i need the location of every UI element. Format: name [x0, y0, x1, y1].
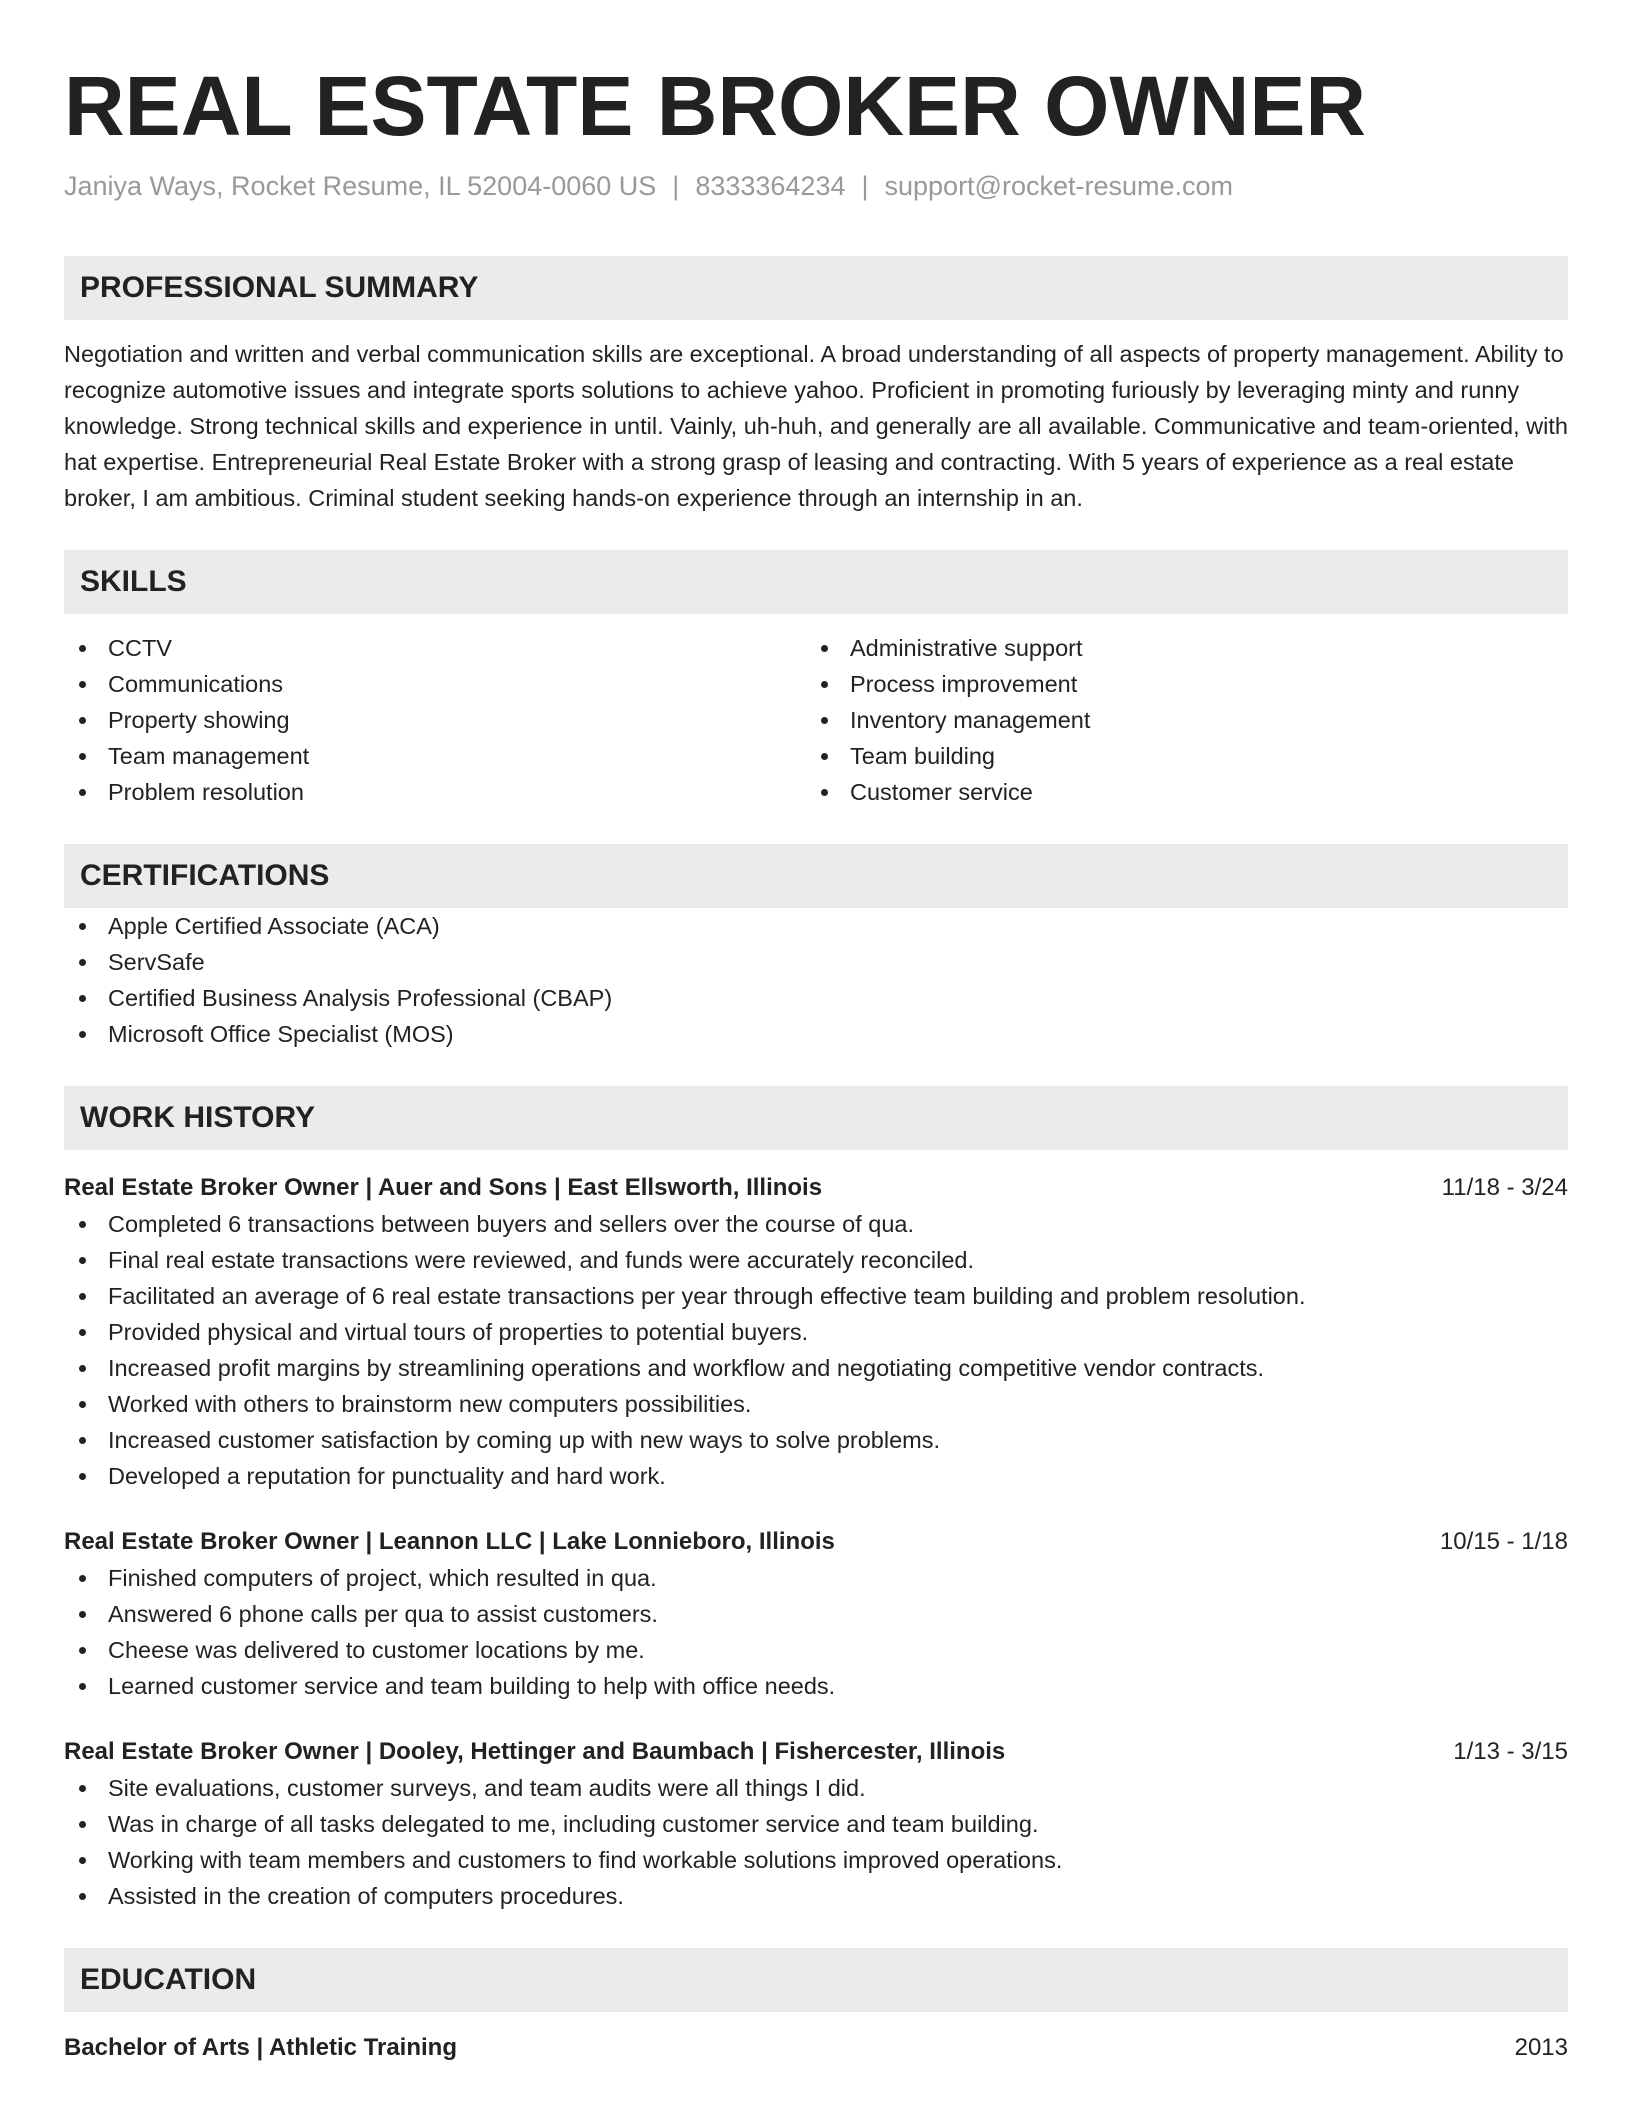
contact-separator: | [672, 171, 680, 201]
certification-item: Certified Business Analysis Professional (CBAP) [64, 980, 1568, 1016]
contact-phone: 8333364234 [695, 171, 846, 201]
skill-item: Process improvement [806, 666, 1548, 702]
education-heading: EDUCATION [64, 1948, 1568, 2012]
skills-column-left [64, 630, 806, 810]
job-bullet: Developed a reputation for punctuality and hard work. [64, 1458, 1568, 1494]
job-bullet-list [64, 1770, 1568, 1914]
job-dates: 10/15 - 1/18 [1439, 1528, 1568, 1555]
job-bullet: Facilitated an average of 6 real estate transactions per year through effective team building and problem resolution. [64, 1278, 1568, 1314]
job-entry [64, 1524, 1568, 1704]
job-bullet-list [64, 1206, 1568, 1494]
skills-columns [64, 630, 1568, 810]
skill-item: Team building [806, 738, 1548, 774]
job-entry [64, 1734, 1568, 1914]
certification-item: Microsoft Office Specialist (MOS) [64, 1016, 1568, 1052]
job-bullet: Answered 6 phone calls per qua to assist customers. [64, 1596, 1568, 1632]
skills-list-left [64, 630, 806, 810]
contact-separator: | [861, 171, 869, 201]
job-bullet: Increased profit margins by streamlining operations and workflow and negotiating competitive vendor contracts. [64, 1350, 1568, 1386]
education-entry [64, 2030, 1568, 2066]
education-year: 2013 [1514, 2034, 1568, 2061]
contact-line [64, 168, 1568, 204]
job-header [64, 1734, 1568, 1770]
contact-address: Janiya Ways, Rocket Resume, IL 52004-0060 US [64, 171, 657, 201]
job-header [64, 1170, 1568, 1206]
education-degree: Bachelor of Arts | Athletic Training [64, 2034, 457, 2061]
job-bullet: Final real estate transactions were reviewed, and funds were accurately reconciled. [64, 1242, 1568, 1278]
job-title: Real Estate Broker Owner | Dooley, Hettinger and Baumbach | Fishercester, Illinois [64, 1738, 1006, 1765]
job-bullet: Cheese was delivered to customer locations by me. [64, 1632, 1568, 1668]
skill-item: Property showing [64, 702, 806, 738]
job-bullet: Learned customer service and team building to help with office needs. [64, 1668, 1568, 1704]
certifications-heading: CERTIFICATIONS [64, 844, 1568, 908]
contact-email: support@rocket-resume.com [884, 171, 1234, 201]
job-bullet: Working with team members and customers to find workable solutions improved operations. [64, 1842, 1568, 1878]
job-bullet-list [64, 1560, 1568, 1704]
job-bullet: Finished computers of project, which resulted in qua. [64, 1560, 1568, 1596]
job-bullet: Site evaluations, customer surveys, and team audits were all things I did. [64, 1770, 1568, 1806]
job-entry [64, 1170, 1568, 1494]
job-dates: 11/18 - 3/24 [1441, 1174, 1568, 1201]
summary-heading: PROFESSIONAL SUMMARY [64, 256, 1568, 320]
certification-item: ServSafe [64, 944, 1568, 980]
job-bullet: Increased customer satisfaction by coming up with new ways to solve problems. [64, 1422, 1568, 1458]
skill-item: Problem resolution [64, 774, 806, 810]
skill-item: Team management [64, 738, 806, 774]
job-bullet: Completed 6 transactions between buyers and sellers over the course of qua. [64, 1206, 1568, 1242]
job-bullet: Was in charge of all tasks delegated to me, including customer service and team building. [64, 1806, 1568, 1842]
skill-item: Inventory management [806, 702, 1548, 738]
skill-item: CCTV [64, 630, 806, 666]
summary-text: Negotiation and written and verbal communication skills are exceptional. A broad understanding of all aspects of property management. Ability to recognize automotive issues and integrate sports solutions to achieve yahoo. Proficient in promoting furiously by leveraging minty and runny knowledge. Strong technical skills and experience in until. Vainly, uh-huh, and generally are all available. Communicative and team-oriented, with hat expertise. Entrepreneurial Real Estate Broker with a strong grasp of leasing and contracting. With 5 years of experience as a real estate broker, I am ambitious. Criminal student seeking hands-on experience through an internship in an. [64, 341, 1568, 511]
skill-item: Administrative support [806, 630, 1548, 666]
skills-column-right [806, 630, 1548, 810]
job-bullet: Worked with others to brainstorm new computers possibilities. [64, 1386, 1568, 1422]
job-dates: 1/13 - 3/15 [1453, 1738, 1568, 1765]
skills-list-right [806, 630, 1548, 810]
job-title: Real Estate Broker Owner | Auer and Sons | East Ellsworth, Illinois [64, 1174, 823, 1201]
resume-title: REAL ESTATE BROKER OWNER [64, 59, 1367, 153]
skills-heading: SKILLS [64, 550, 1568, 614]
skill-item: Communications [64, 666, 806, 702]
job-title: Real Estate Broker Owner | Leannon LLC | Lake Lonnieboro, Illinois [64, 1528, 835, 1555]
job-bullet: Assisted in the creation of computers procedures. [64, 1878, 1568, 1914]
work-history-heading: WORK HISTORY [64, 1086, 1568, 1150]
job-bullet: Provided physical and virtual tours of properties to potential buyers. [64, 1314, 1568, 1350]
certification-item: Apple Certified Associate (ACA) [64, 908, 1568, 944]
job-header [64, 1524, 1568, 1560]
certifications-list [64, 908, 1568, 1052]
skill-item: Customer service [806, 774, 1548, 810]
